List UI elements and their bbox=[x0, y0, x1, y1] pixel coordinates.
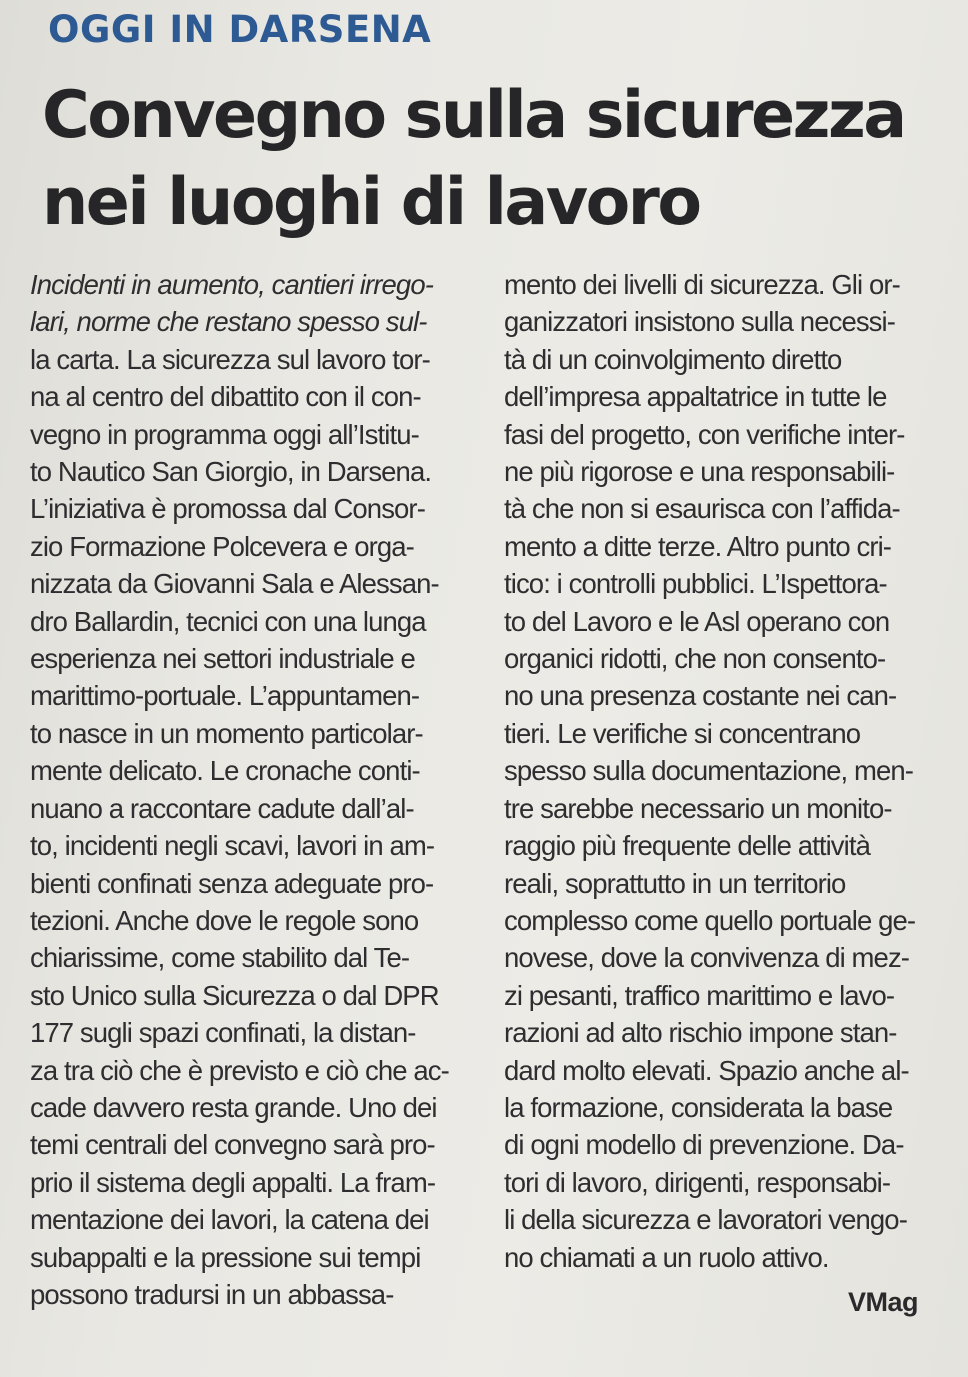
text-line: no chiamati a un ruolo attivo. bbox=[504, 1241, 829, 1273]
text-line: nuano a raccontare cadute dall’al- bbox=[30, 792, 414, 824]
text-line: to Nautico San Giorgio, in Darsena. bbox=[30, 456, 432, 488]
text-line: tà che non si esaurisca con l’affida- bbox=[504, 493, 900, 525]
text-line: ganizzatori insistono sulla necessi- bbox=[504, 306, 896, 338]
text-line: to del Lavoro e le Asl operano con bbox=[504, 605, 890, 637]
article-column-left bbox=[30, 266, 480, 1313]
section-kicker: OGGI IN DARSENA bbox=[48, 8, 432, 51]
text-line: 177 sugli spazi confinati, la distan- bbox=[30, 1017, 416, 1049]
article-column-right bbox=[504, 266, 956, 1276]
text-line: Incidenti in aumento, cantieri irrego- bbox=[30, 269, 433, 300]
text-line: tico: i controlli pubblici. L’Ispettora- bbox=[504, 568, 887, 600]
text-line: esperienza nei settori industriale e bbox=[30, 643, 415, 675]
text-line: tori di lavoro, dirigenti, responsabi- bbox=[504, 1166, 891, 1198]
text-line: to nasce in un momento particolar- bbox=[30, 717, 423, 749]
text-line: fasi del progetto, con verifiche inter- bbox=[504, 418, 905, 450]
author-signature: VMag bbox=[848, 1287, 919, 1317]
text-line: na al centro del dibattito con il con- bbox=[30, 381, 421, 413]
text-line: razioni ad alto rischio impone stan- bbox=[504, 1017, 897, 1049]
text-line: spesso sulla documentazione, men- bbox=[504, 755, 914, 787]
text-line: tre sarebbe necessario un monito- bbox=[504, 792, 892, 824]
text-line: la carta. La sicurezza sul lavoro tor- bbox=[30, 343, 430, 375]
text-line: za tra ciò che è previsto e ciò che ac- bbox=[30, 1054, 449, 1086]
text-line: ne più rigorose e una responsabili- bbox=[504, 456, 895, 488]
text-line: la formazione, considerata la base bbox=[504, 1091, 893, 1123]
text-line: cade davvero resta grande. Uno dei bbox=[30, 1091, 437, 1123]
text-line: to, incidenti negli scavi, lavori in am- bbox=[30, 830, 435, 862]
text-line: tezioni. Anche dove le regole sono bbox=[30, 904, 419, 936]
text-line: zi pesanti, traffico marittimo e lavo- bbox=[504, 979, 895, 1011]
text-line: dell’impresa appaltatrice in tutte le bbox=[504, 381, 887, 413]
text-line: temi centrali del convegno sarà pro- bbox=[30, 1129, 435, 1161]
text-line: tà di un coinvolgimento diretto bbox=[504, 343, 842, 375]
text-line: mente delicato. Le cronache conti- bbox=[30, 755, 420, 787]
text-line: zio Formazione Polcevera e orga- bbox=[30, 530, 414, 562]
text-line: chiarissime, come stabilito dal Te- bbox=[30, 942, 410, 974]
text-line: reali, soprattutto in un territorio bbox=[504, 867, 846, 899]
headline-line-1: Convegno sulla sicurezza bbox=[42, 78, 905, 153]
text-line: organici ridotti, che non consento- bbox=[504, 643, 886, 675]
text-line: vegno in programma oggi all’Istitu- bbox=[30, 418, 419, 450]
text-line: lari, norme che restano spesso sul- bbox=[30, 306, 427, 338]
text-line: raggio più frequente delle attività bbox=[504, 830, 870, 862]
headline-line-2: nei luoghi di lavoro bbox=[42, 165, 700, 240]
text-line: no una presenza costante nei can- bbox=[504, 680, 897, 712]
text-line: mento a ditte terze. Altro punto cri- bbox=[504, 530, 892, 562]
text-line: dard molto elevati. Spazio anche al- bbox=[504, 1054, 909, 1086]
text-line: li della sicurezza e lavoratori vengo- bbox=[504, 1204, 907, 1236]
text-line: nizzata da Giovanni Sala e Alessan- bbox=[30, 568, 439, 600]
text-line: sto Unico sulla Sicurezza o dal DPR bbox=[30, 979, 439, 1011]
text-line: novese, dove la convivenza di mez- bbox=[504, 942, 910, 974]
text-line: marittimo-portuale. L’appuntamen- bbox=[30, 680, 420, 712]
article-headline bbox=[42, 72, 952, 246]
text-line: possono tradursi in un abbassa- bbox=[30, 1278, 394, 1310]
text-line: subappalti e la pressione sui tempi bbox=[30, 1241, 421, 1273]
text-line: dro Ballardin, tecnici con una lunga bbox=[30, 605, 426, 637]
text-line: tieri. Le verifiche si concentrano bbox=[504, 717, 861, 749]
text-line: L’iniziativa è promossa dal Consor- bbox=[30, 493, 425, 525]
text-line: mentazione dei lavori, la catena dei bbox=[30, 1204, 429, 1236]
text-line: mento dei livelli di sicurezza. Gli or- bbox=[504, 269, 900, 300]
text-line: prio il sistema degli appalti. La fram- bbox=[30, 1166, 436, 1198]
text-line: di ogni modello di prevenzione. Da- bbox=[504, 1129, 904, 1161]
text-line: bienti confinati senza adeguate pro- bbox=[30, 867, 434, 899]
text-line: complesso come quello portuale ge- bbox=[504, 904, 916, 936]
